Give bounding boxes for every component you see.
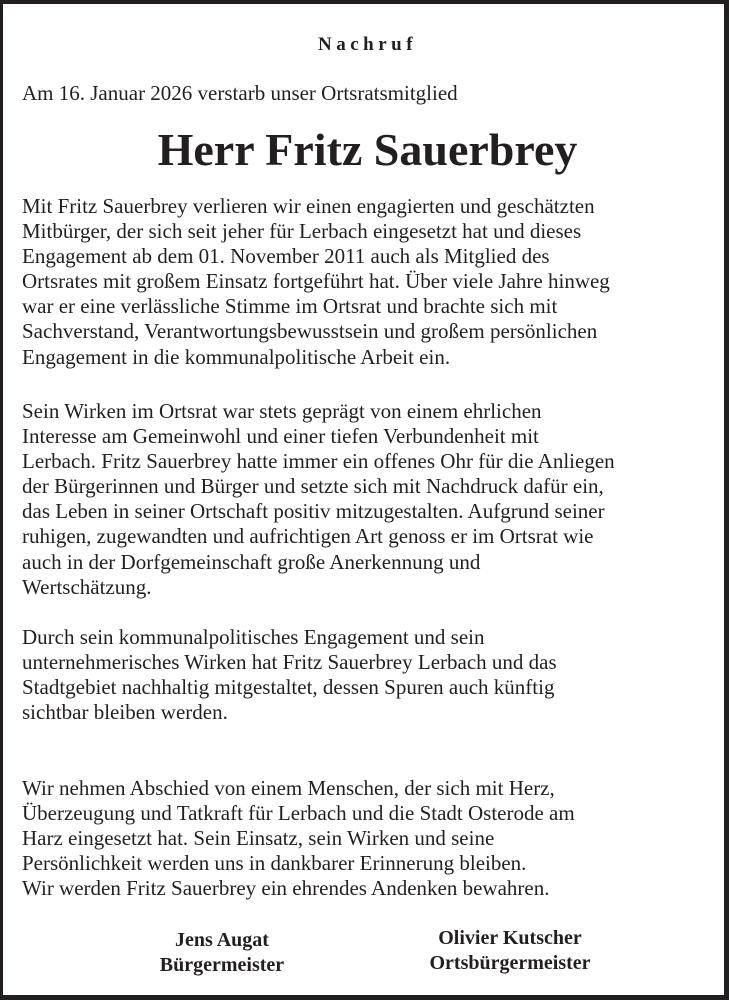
text-line: Durch sein kommunalpolitisches Engagement und sein (22, 625, 485, 649)
text-line: Mitbürger, der sich seit jeher für Lerbach eingesetzt hat und dieses (22, 219, 582, 244)
text-line: sichtbar bleiben werden. (22, 700, 228, 725)
text-line: Persönlichkeit werden uns in dankbarer Erinnerung bleiben. (22, 851, 527, 876)
text-line: Lerbach. Fritz Sauerbrey hatte immer ein offenes Ohr für die Anliegen (22, 449, 615, 474)
text-line: Engagement ab dem 01. November 2011 auch als Mitglied des (22, 244, 550, 269)
text-line: Wertschätzung. (22, 574, 152, 599)
text-line: Sachverstand, Verantwortungsbewusstsein und großem persönlichen (22, 319, 598, 344)
text-line: Mit Fritz Sauerbrey verlieren wir einen engagierten und geschätzten (22, 194, 595, 218)
text-line: Sein Wirken im Ortsrat war stets geprägt von einem ehrlichen (22, 399, 542, 423)
signatory-title: Ortsbürgermeister (429, 952, 591, 974)
signature-local-mayor (400, 926, 620, 976)
text-line: Wir nehmen Abschied von einem Menschen, der sich mit Herz, (22, 776, 555, 800)
deceased-name: Herr Fritz Sauerbrey (157, 124, 578, 175)
signatory-title: Bürgermeister (159, 954, 285, 976)
paragraph-1 (22, 194, 722, 370)
signatory-name: Olivier Kutscher (438, 927, 582, 949)
text-line: Überzeugung und Tatkraft für Lerbach und die Stadt Osterode am (22, 801, 575, 826)
paragraph-3 (22, 625, 722, 725)
text-line: Ortsrates mit großem Einsatz fortgeführt hat. Über viele Jahre hinweg (22, 269, 610, 294)
signature-mayor (122, 928, 322, 978)
text-line: Interesse am Gemeinwohl und einer tiefen Verbundenheit mit (22, 424, 539, 449)
text-line: Engagement in die kommunalpolitische Arbeit ein. (22, 344, 451, 369)
text-line: unternehmerisches Wirken hat Fritz Sauerbrey Lerbach und das (22, 650, 557, 675)
obituary-kicker: Nachruf (317, 34, 418, 55)
text-line: das Leben in seiner Ortschaft positiv mitzugestalten. Aufgrund seiner (22, 499, 605, 524)
closing-line (22, 876, 722, 901)
signatory-name: Jens Augat (175, 929, 269, 951)
text-line: Stadtgebiet nachhaltig mitgestaltet, dessen Spuren auch künftig (22, 675, 555, 700)
text-line: der Bürgerinnen und Bürger und setzte sich mit Nachdruck dafür ein, (22, 474, 604, 499)
text-line: Harz eingesetzt hat. Sein Einsatz, sein Wirken und seine (22, 826, 495, 851)
text-line: auch in der Dorfgemeinschaft große Anerkennung und (22, 549, 481, 574)
text-line: Wir werden Fritz Sauerbrey ein ehrendes Andenken bewahren. (22, 876, 550, 900)
text-line: war er eine verlässliche Stimme im Ortsrat und brachte sich mit (22, 294, 558, 319)
paragraph-2 (22, 399, 722, 600)
paragraph-4 (22, 776, 722, 876)
text-line: ruhigen, zugewandten und aufrichtigen Art genoss er im Ortsrat wie (22, 524, 594, 549)
intro-line: Am 16. Januar 2026 verstarb unser Ortsratsmitglied (22, 81, 458, 105)
